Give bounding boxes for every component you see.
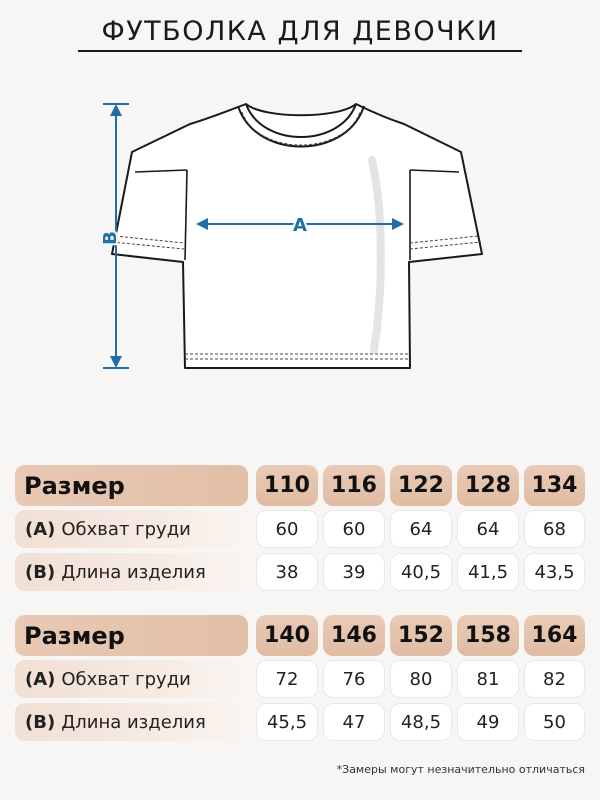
size-cell: 164 [524, 615, 585, 656]
value-cell: 48,5 [390, 703, 452, 741]
size-table-1 [15, 465, 585, 595]
size-cell: 128 [457, 465, 519, 506]
row-code: (A) [25, 668, 56, 690]
value-cell: 68 [524, 510, 585, 548]
value-cell: 64 [457, 510, 519, 548]
row-code: (B) [25, 561, 56, 583]
value-cell: 39 [323, 553, 385, 591]
value-cell: 49 [457, 703, 519, 741]
row-label-text: Обхват груди [61, 518, 191, 540]
size-cell: 134 [524, 465, 585, 506]
value-cell: 72 [256, 660, 318, 698]
value-cell: 81 [457, 660, 519, 698]
footnote: *Замеры могут незначительно отличаться [336, 763, 585, 776]
measure-a-label: A [293, 215, 307, 236]
value-cell: 76 [323, 660, 385, 698]
row-code: (B) [25, 711, 56, 733]
value-cell: 80 [390, 660, 452, 698]
row-label-text: Обхват груди [61, 668, 191, 690]
size-cell: 140 [256, 615, 318, 656]
row-label-text: Длина изделия [61, 711, 206, 733]
value-cell: 82 [524, 660, 585, 698]
size-header-label: Размер [15, 465, 248, 506]
title-underline [78, 50, 522, 52]
value-cell: 43,5 [524, 553, 585, 591]
row-label-length [15, 553, 248, 591]
value-cell: 64 [390, 510, 452, 548]
tshirt-diagram [0, 90, 600, 390]
size-cell: 116 [323, 465, 385, 506]
value-cell: 40,5 [390, 553, 452, 591]
value-cell: 60 [323, 510, 385, 548]
page-title: ФУТБОЛКА ДЛЯ ДЕВОЧКИ [101, 16, 499, 47]
row-label-chest [15, 510, 248, 548]
size-cell: 122 [390, 465, 452, 506]
size-cell: 146 [323, 615, 385, 656]
size-cell: 110 [256, 465, 318, 506]
row-label-length [15, 703, 248, 741]
value-cell: 50 [524, 703, 585, 741]
row-label-text: Длина изделия [61, 561, 206, 583]
row-label-chest [15, 660, 248, 698]
value-cell: 47 [323, 703, 385, 741]
value-cell: 38 [256, 553, 318, 591]
size-header-label: Размер [15, 615, 248, 656]
value-cell: 45,5 [256, 703, 318, 741]
size-cell: 158 [457, 615, 519, 656]
size-cell: 152 [390, 615, 452, 656]
measure-b-label: B [100, 231, 121, 245]
size-table-2 [15, 615, 585, 745]
value-cell: 60 [256, 510, 318, 548]
row-code: (A) [25, 518, 56, 540]
tshirt-outline [112, 104, 482, 368]
value-cell: 41,5 [457, 553, 519, 591]
